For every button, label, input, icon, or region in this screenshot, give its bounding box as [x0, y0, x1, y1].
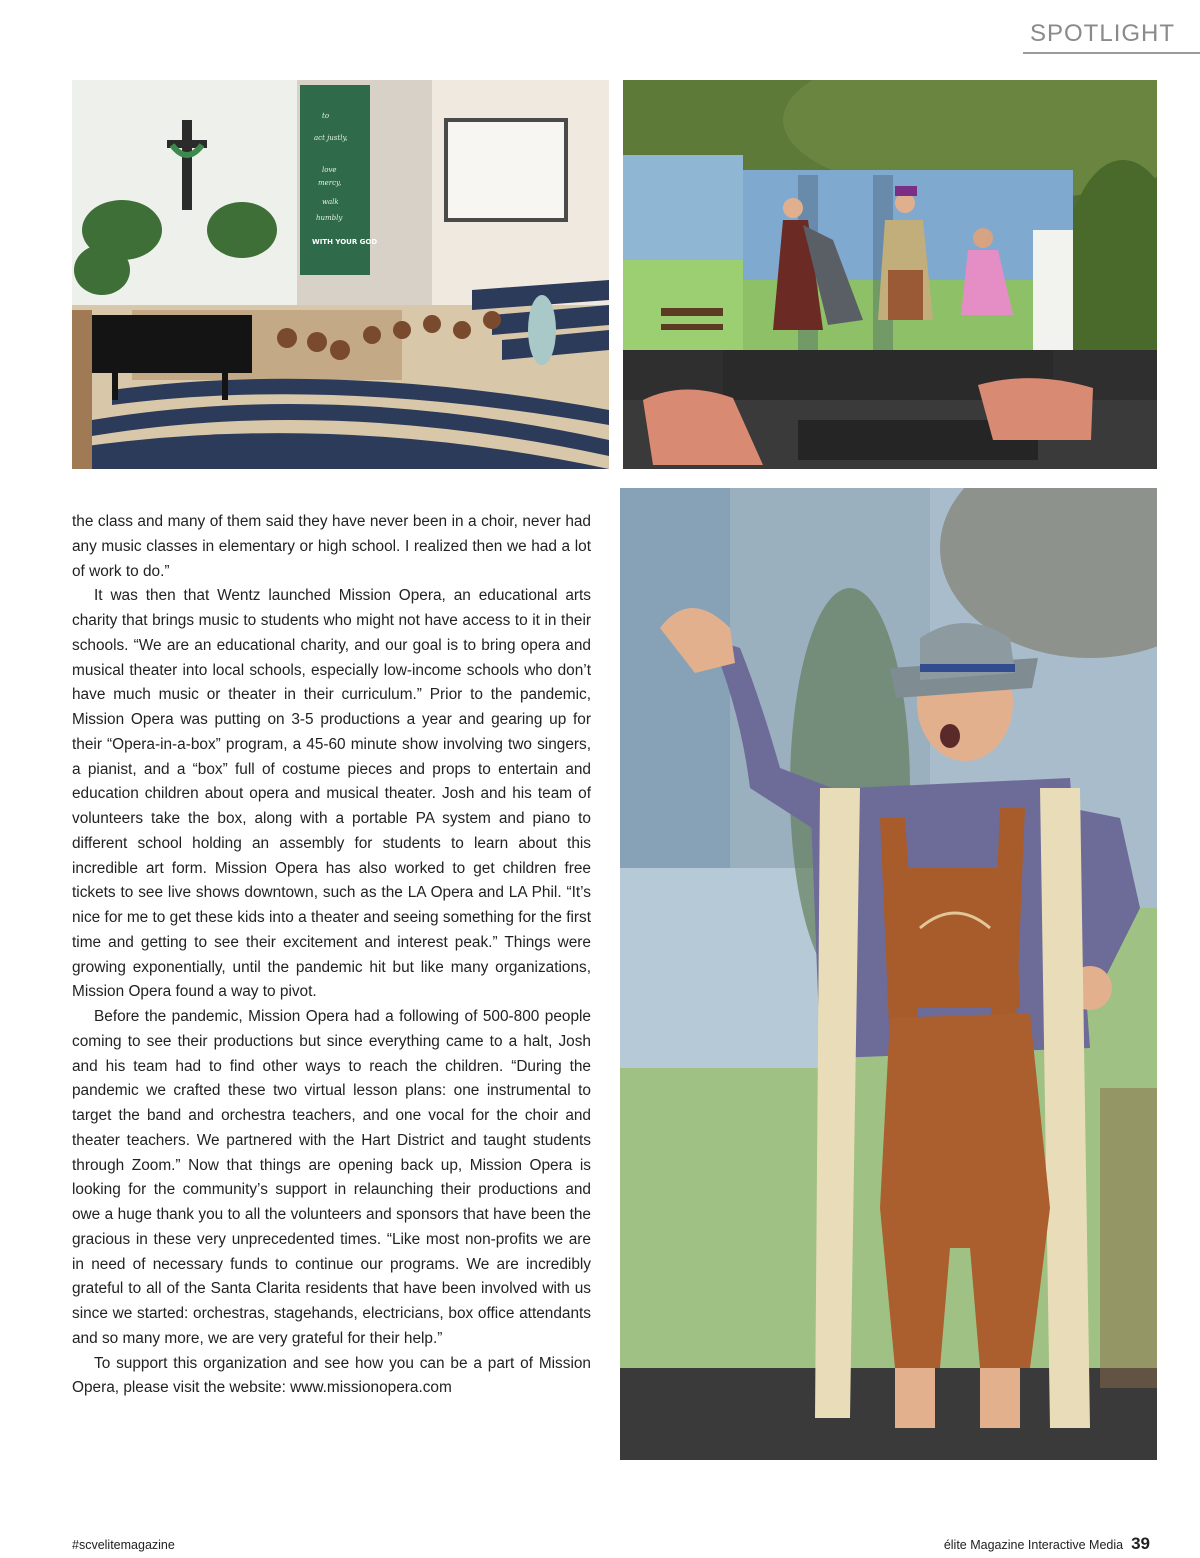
banner-text-1: to [322, 112, 330, 120]
article-paragraph-3: Before the pandemic, Mission Opera had a following of 500-800 people coming to see their productions but since everything came to a halt, Josh and his team had to find other ways to reach the children. “During the pandemic we crafted these two virtual lesson plans: one instrumental to target the band and orchestra teachers, and one vocal for the choir and theater teachers. We partnered with the Hart District and taught students through Zoom.” Now that things are opening back up, Mission Opera is looking for the community’s support in relaunching their productions and owe a huge thank you to all the volunteers and sponsors that have been the gracious in these very unprecedented times. “Like most non-profits we are in need of necessary funds to continue our programs. We are incredibly grateful to all of the Santa Clarita residents that have been involved with us since we started: orchestras, stagehands, electricians, box office attendants and so many more, we are very grateful for their help.” [72, 1008, 591, 1347]
article-body [72, 510, 591, 1401]
stage-photo [623, 80, 1157, 469]
article-paragraph-1: the class and many of them said they have never been in a choir, never had any music classes in elementary or high school. I realized then we had a lot of work to do.” [72, 513, 591, 580]
banner-text-6: humbly [316, 214, 343, 222]
banner-text-4: mercy, [318, 179, 342, 187]
footer-hashtag: #scvelitemagazine [72, 1538, 175, 1552]
section-label-text: SPOTLIGHT [1030, 20, 1176, 47]
rehearsal-photo [72, 80, 609, 469]
footer-publication [944, 1534, 1150, 1554]
article-paragraph-2: It was then that Wentz launched Mission Opera, an educational arts charity that brings music to students who might not have access to it in their schools. “We are an educational charity, and our goal is to bring opera and musical theater into local schools, especially low-income schools who don’t have much music or theater in their curriculum.” Prior to the pandemic, Mission Opera was putting on 3-5 productions a year and gearing up for their “Opera-in-a-box” program, a 45-60 minute show involving two singers, a pianist, and a “box” full of costume pieces and props to entertain and education children about opera and musical theater. Josh and his team of volunteers take the box, along with a portable PA system and piano to different school holding an assembly for students to learn about this incredible art form. Mission Opera has also worked to get children free tickets to see live shows downtown, such as the LA Opera and LA Phil. “It’s nice for me to get these kids into a theater and seeing something for the first time and getting to see their excitement and interest peak.” Things were growing exponentially, until the pandemic hit but like many organizations, Mission Opera found a way to pivot. [72, 587, 591, 1001]
banner-text-3: love [322, 166, 337, 174]
banner-text-2: act justly, [314, 134, 348, 142]
singer-photo [620, 488, 1157, 1460]
article-paragraph-4: To support this organization and see how you can be a part of Mission Opera, please visit the website: www.missionopera.com [72, 1354, 591, 1397]
banner-text-7: WITH YOUR GOD [312, 238, 378, 246]
section-label [1023, 18, 1200, 54]
page-number: 39 [1131, 1534, 1150, 1553]
banner-text-5: walk [322, 198, 339, 206]
publication-name: élite Magazine Interactive Media [943, 1538, 1124, 1552]
